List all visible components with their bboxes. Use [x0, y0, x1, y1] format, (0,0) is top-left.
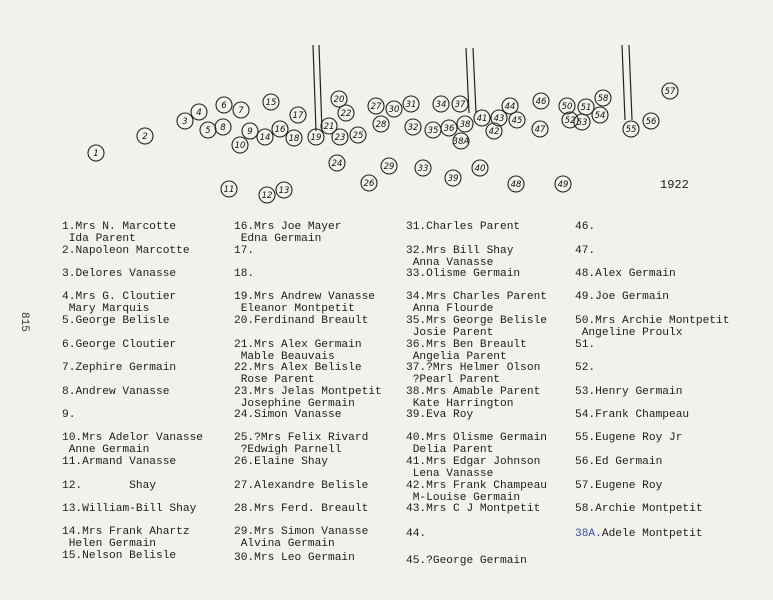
entry-number: 44. [406, 528, 427, 540]
legend-entry [406, 529, 426, 541]
entry-name: Mrs Frank Champeau M-Louise Germain [412, 480, 548, 504]
entry-name: Mrs Edgar Johnson Lena Vanasse [412, 456, 541, 480]
entry-name: Mrs Adelor Vanasse Anne Germain [68, 432, 204, 456]
legend-entry [406, 481, 547, 504]
legend-entry [62, 527, 190, 550]
marker-number: 56 [645, 117, 657, 127]
person-marker [232, 137, 248, 153]
legend-entry [62, 316, 169, 328]
legend-entry [234, 246, 254, 258]
marker-number: 48 [510, 180, 522, 190]
person-marker [177, 113, 193, 129]
marker-number: 54 [594, 111, 606, 121]
marker-number: 33 [417, 164, 429, 174]
entry-number: 42. [406, 480, 427, 492]
legend-entry [62, 269, 176, 281]
legend-entry [406, 292, 547, 315]
person-marker [221, 181, 237, 197]
entry-name: Adele Montpetit [601, 528, 703, 540]
person-marker [200, 122, 216, 138]
person-marker [592, 107, 608, 123]
post-line [313, 45, 316, 131]
entry-number: 35. [406, 315, 427, 327]
person-marker [329, 155, 345, 171]
entry-number: 13. [62, 503, 83, 515]
entry-name: Archie Montpetit [595, 503, 703, 515]
legend-entry [234, 553, 355, 565]
marker-number: 2 [142, 132, 148, 142]
entry-number: 21. [234, 339, 255, 351]
person-marker [533, 93, 549, 109]
legend-entry [234, 316, 368, 328]
marker-number: 53 [576, 118, 588, 128]
legend-entry [234, 269, 254, 281]
entry-name: Frank Champeau [595, 409, 690, 421]
entry-number: 24. [234, 409, 255, 421]
marker-number: 11 [223, 185, 235, 195]
person-marker [662, 83, 678, 99]
entry-number: 18. [234, 268, 255, 280]
entry-name: George Belisle [75, 315, 170, 327]
marker-number: 42 [488, 127, 500, 137]
legend-entry [62, 292, 176, 315]
entry-number: 46. [575, 221, 596, 233]
person-marker [338, 105, 354, 121]
entry-number: 10. [62, 432, 83, 444]
legend-entry [406, 457, 540, 480]
person-marker [452, 96, 468, 112]
entry-name: Mrs Andrew Vanasse Eleanor Montpetit [240, 291, 376, 315]
entry-number: 34. [406, 291, 427, 303]
marker-number: 38A [452, 137, 470, 147]
post-line [473, 48, 476, 113]
entry-number: 19. [234, 291, 255, 303]
entry-number: 56. [575, 456, 596, 468]
person-marker [425, 122, 441, 138]
legend-entry [406, 316, 547, 339]
entry-name: Armand Vanasse [82, 456, 177, 468]
marker-number: 19 [310, 133, 322, 143]
entry-number: 38. [406, 386, 427, 398]
marker-number: 34 [435, 100, 447, 110]
person-marker [643, 113, 659, 129]
legend-entry [234, 410, 341, 422]
entry-name: Elaine Shay [254, 456, 329, 468]
entry-name: Mrs Alex Belisle Rose Parent [240, 362, 362, 386]
entry-number: 26. [234, 456, 255, 468]
legend-entry [406, 363, 540, 386]
marker-number: 6 [221, 101, 227, 111]
person-marker [441, 120, 457, 136]
marker-number: 18 [288, 134, 300, 144]
entry-name: Eugene Roy Jr [595, 432, 683, 444]
entry-number: 41. [406, 456, 427, 468]
person-marker [509, 112, 525, 128]
entry-name: Mrs Alex Germain Mable Beauvais [240, 339, 362, 363]
entry-number: 30. [234, 552, 255, 564]
post-line [622, 45, 625, 120]
marker-number: 46 [535, 97, 547, 107]
marker-number: 50 [561, 102, 573, 112]
legend-entry [406, 222, 520, 234]
entry-name: Mrs Jelas Montpetit Josephine Germain [240, 386, 382, 410]
entry-name: Mrs Simon Vanasse Alvina Germain [240, 526, 369, 550]
marker-number: 22 [340, 109, 352, 119]
marker-number: 16 [274, 125, 286, 135]
marker-number: 27 [370, 102, 382, 112]
person-marker [623, 121, 639, 137]
legend-entry [406, 269, 520, 281]
person-marker [433, 96, 449, 112]
entry-number: 27. [234, 480, 255, 492]
legend-entry [406, 504, 540, 516]
entry-number: 15. [62, 550, 83, 562]
marker-number: 36 [443, 124, 455, 134]
marker-number: 8 [220, 123, 226, 133]
person-marker [308, 129, 324, 145]
person-marker [578, 99, 594, 115]
marker-number: 57 [664, 87, 676, 97]
person-marker [453, 133, 470, 149]
person-marker [350, 127, 366, 143]
person-marker [242, 123, 258, 139]
legend-entry [234, 481, 368, 493]
legend-entry [575, 529, 703, 541]
person-marker [276, 182, 292, 198]
entry-name: Mrs C J Montpetit [426, 503, 541, 515]
legend-entry [234, 457, 328, 469]
person-marker [373, 116, 389, 132]
marker-number: 26 [363, 179, 375, 189]
entry-name: Eva Roy [426, 409, 474, 421]
entry-name: Mrs Amable Parent Kate Harrington [412, 386, 541, 410]
legend-entry [62, 387, 169, 399]
person-marker [403, 96, 419, 112]
person-marker [290, 107, 306, 123]
entry-number: 38A. [575, 528, 602, 540]
marker-number: 20 [333, 95, 345, 105]
person-marker [88, 145, 104, 161]
person-marker [332, 129, 348, 145]
person-marker [457, 116, 473, 132]
entry-number: 43. [406, 503, 427, 515]
entry-number: 40. [406, 432, 427, 444]
legend-entry [234, 387, 382, 410]
legend-entry [234, 363, 362, 386]
marker-number: 17 [292, 111, 304, 121]
post-line [319, 45, 322, 131]
person-marker [472, 160, 488, 176]
person-marker [191, 104, 207, 120]
legend-entry [575, 269, 676, 281]
marker-number: 41 [476, 114, 488, 124]
person-marker [215, 119, 231, 135]
legend-entry [575, 340, 595, 352]
person-marker [486, 123, 502, 139]
marker-number: 28 [375, 120, 387, 130]
marker-number: 40 [474, 164, 486, 174]
person-marker [474, 110, 490, 126]
legend-entry [575, 481, 662, 493]
marker-number: 51 [580, 103, 592, 113]
entry-number: 51. [575, 339, 596, 351]
entry-number: 14. [62, 526, 83, 538]
marker-number: 43 [493, 114, 505, 124]
marker-number: 30 [388, 105, 400, 115]
marker-number: 25 [352, 131, 364, 141]
person-marker [259, 187, 275, 203]
legend-entry [575, 363, 595, 375]
entry-name: Charles Parent [426, 221, 521, 233]
entry-name: William-Bill Shay [82, 503, 197, 515]
person-marker [445, 170, 461, 186]
entry-name: Mrs G. Cloutier Mary Marquis [68, 291, 177, 315]
legend-entry [234, 433, 368, 456]
entry-name: Andrew Vanasse [75, 386, 170, 398]
entry-name: Napoleon Marcotte [75, 245, 190, 257]
person-marker [415, 160, 431, 176]
entry-number: 48. [575, 268, 596, 280]
entry-name: ?Mrs Felix Rivard ?Edwigh Parnell [240, 432, 369, 456]
entry-number: 20. [234, 315, 255, 327]
entry-number: 57. [575, 480, 596, 492]
entry-name: Mrs Ferd. Breault [254, 503, 369, 515]
legend-entry [406, 410, 473, 422]
legend-entry [234, 340, 362, 363]
marker-number: 10 [234, 141, 246, 151]
legend-entry [575, 410, 689, 422]
entry-number: 54. [575, 409, 596, 421]
person-marker [286, 130, 302, 146]
entry-name: Mrs Ben Breault Angelia Parent [412, 339, 527, 363]
entry-number: 29. [234, 526, 255, 538]
entry-number: 3. [62, 268, 76, 280]
entry-number: 12. [62, 480, 83, 492]
entry-name: Ed Germain [595, 456, 663, 468]
marker-number: 35 [427, 126, 439, 136]
legend-entry [62, 246, 190, 258]
marker-number: 15 [265, 98, 277, 108]
marker-number: 52 [564, 116, 576, 126]
marker-number: 9 [247, 127, 253, 137]
entry-name: Joe Germain [595, 291, 670, 303]
legend-entry [575, 222, 595, 234]
entry-number: 6. [62, 339, 76, 351]
person-marker [405, 119, 421, 135]
entry-name: Mrs Olisme Germain Delia Parent [412, 432, 548, 456]
entry-name: Simon Vanasse [254, 409, 342, 421]
marker-number: 49 [557, 180, 569, 190]
entry-name: Mrs Charles Parent Anna Flourde [412, 291, 548, 315]
person-marker [257, 129, 273, 145]
entry-number: 47. [575, 245, 596, 257]
legend-entry [62, 551, 176, 563]
entry-number: 9. [62, 409, 76, 421]
entry-number: 49. [575, 291, 596, 303]
entry-number: 5. [62, 315, 76, 327]
marker-number: 5 [205, 126, 211, 136]
legend-entry [575, 316, 729, 339]
person-marker [508, 176, 524, 192]
entry-number: 22. [234, 362, 255, 374]
entry-number: 58. [575, 503, 596, 515]
photo-key-diagram [0, 0, 773, 210]
person-marker [559, 98, 575, 114]
side-note: 815 [18, 312, 30, 332]
entry-name: Mrs N. Marcotte Ida Parent [68, 221, 177, 245]
entry-number: 17. [234, 245, 255, 257]
marker-number: 37 [454, 100, 466, 110]
person-marker [263, 94, 279, 110]
marker-number: 45 [511, 116, 523, 126]
legend-entry [575, 457, 662, 469]
legend-entry [234, 504, 368, 516]
marker-number: 12 [261, 191, 273, 201]
legend-entry [62, 340, 176, 352]
marker-number: 13 [278, 186, 290, 196]
marker-number: 3 [182, 117, 188, 127]
marker-number: 14 [259, 133, 271, 143]
entry-number: 33. [406, 268, 427, 280]
entry-name: Henry Germain [595, 386, 683, 398]
entry-number: 31. [406, 221, 427, 233]
legend-entry [62, 433, 203, 456]
person-marker [272, 121, 288, 137]
legend-entry [575, 504, 703, 516]
legend-entry [234, 222, 341, 245]
entry-name: Alexandre Belisle [254, 480, 369, 492]
person-marker [361, 175, 377, 191]
person-marker [216, 97, 232, 113]
entry-number: 2. [62, 245, 76, 257]
person-marker [137, 128, 153, 144]
marker-number: 39 [447, 174, 459, 184]
entry-name: Mrs Frank Ahartz Helen Germain [68, 526, 190, 550]
entry-name: ?George Germain [426, 555, 527, 567]
legend-entry [575, 246, 595, 258]
entry-number: 52. [575, 362, 596, 374]
marker-number: 44 [504, 102, 516, 112]
legend-entry [406, 556, 527, 568]
post-line [629, 45, 632, 120]
entry-number: 1. [62, 221, 76, 233]
entry-number: 7. [62, 362, 76, 374]
legend-entry [406, 340, 527, 363]
entry-name: Ferdinand Breault [254, 315, 369, 327]
entry-number: 4. [62, 291, 76, 303]
entry-name: George Cloutier [75, 339, 177, 351]
marker-number: 23 [334, 133, 346, 143]
entry-number: 32. [406, 245, 427, 257]
marker-number: 31 [405, 100, 417, 110]
legend-entry [62, 363, 176, 375]
legend-entry [62, 504, 196, 516]
entry-name: Alex Germain [595, 268, 676, 280]
marker-number: 29 [383, 162, 395, 172]
marker-number: 7 [238, 106, 244, 116]
person-marker [386, 101, 402, 117]
person-marker [574, 114, 590, 130]
entry-name: Mrs Archie Montpetit Angeline Proulx [581, 315, 730, 339]
legend-entry [575, 433, 682, 445]
entry-name: Delores Vanasse [75, 268, 177, 280]
entry-name: ?Mrs Helmer Olson ?Pearl Parent [412, 362, 541, 386]
legend-entry [575, 292, 669, 304]
entry-number: 36. [406, 339, 427, 351]
entry-number: 28. [234, 503, 255, 515]
marker-number: 38 [459, 120, 471, 130]
entry-number: 39. [406, 409, 427, 421]
legend-entry [575, 387, 682, 399]
legend-entry [62, 410, 75, 422]
entry-number: 11. [62, 456, 83, 468]
entry-number: 53. [575, 386, 596, 398]
entry-number: 16. [234, 221, 255, 233]
year-label: 1922 [660, 178, 689, 192]
person-marker [381, 158, 397, 174]
legend-entry [234, 292, 375, 315]
entry-name: Mrs Leo Germain [254, 552, 355, 564]
person-marker [233, 102, 249, 118]
legend-entry [62, 222, 176, 245]
marker-number: 58 [597, 94, 609, 104]
entry-number: 50. [575, 315, 596, 327]
entry-name: Shay [82, 480, 157, 492]
entry-number: 25. [234, 432, 255, 444]
person-marker [595, 90, 611, 106]
marker-number: 32 [407, 123, 419, 133]
entry-name: Olisme Germain [426, 268, 521, 280]
marker-number: 21 [323, 122, 335, 132]
marker-number: 4 [196, 108, 202, 118]
person-marker [555, 176, 571, 192]
legend-entry [406, 433, 547, 456]
legend-entry [62, 457, 176, 469]
entry-number: 55. [575, 432, 596, 444]
entry-name: Nelson Belisle [82, 550, 177, 562]
entry-name: Zephire Germain [75, 362, 177, 374]
person-marker [368, 98, 384, 114]
entry-name: Mrs George Belisle Josie Parent [412, 315, 548, 339]
entry-number: 45. [406, 555, 427, 567]
entry-number: 8. [62, 386, 76, 398]
marker-number: 24 [331, 159, 343, 169]
marker-number: 47 [534, 125, 546, 135]
legend-entry [406, 246, 513, 269]
legend-entry [406, 387, 540, 410]
legend-entry [62, 481, 156, 493]
entry-name: Mrs Bill Shay Anna Vanasse [412, 245, 514, 269]
legend-entry [234, 527, 368, 550]
entry-number: 23. [234, 386, 255, 398]
marker-number: 55 [625, 125, 637, 135]
entry-name: Eugene Roy [595, 480, 663, 492]
entry-name: Mrs Joe Mayer Edna Germain [240, 221, 342, 245]
marker-number: 1 [93, 149, 99, 159]
entry-number: 37. [406, 362, 427, 374]
person-marker [532, 121, 548, 137]
